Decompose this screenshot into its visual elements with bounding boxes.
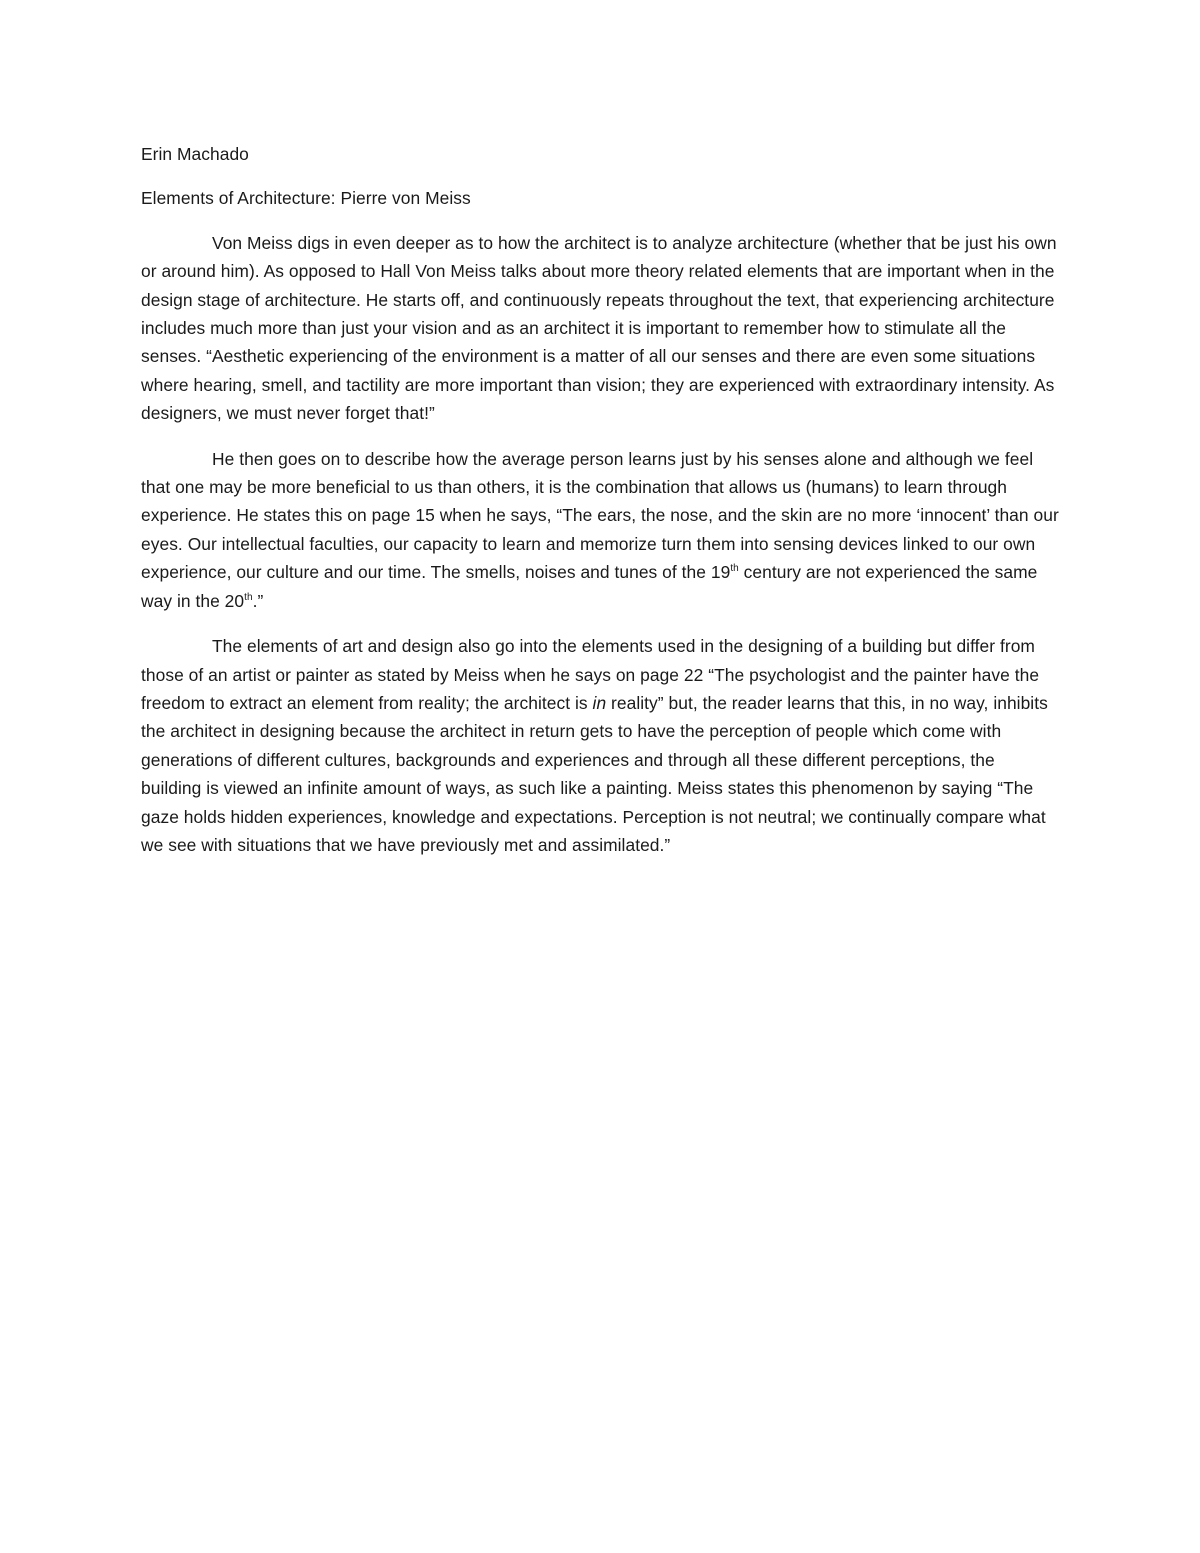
paragraph-3-text-b: reality” but, the reader learns that this, in no way, inhibits the architect in designing because the architect in return gets to have the perception of people which come with generations of different cultures, backgrounds and experiences and through all these different perceptions, the building is viewed an infinite amount of ways, as such like a painting. Meiss states this phenomenon by saying “The gaze holds hidden experiences, knowledge and expectations. Perception is not neutral; we continually compare what we see with situations that we have previously met and assimilated.”	[141, 692, 1048, 855]
paragraph-3	[141, 632, 1059, 859]
author-name: Erin Machado	[141, 144, 249, 164]
paragraph-3-text-a: The elements of art and design also go into the elements used in the designing of a building but differ from those of an artist or painter as stated by Meiss when he says on page 22 “The psychologist and the painter have the freedom to extract an element from reality; the architect is	[141, 636, 1040, 713]
document-title: Elements of Architecture: Pierre von Meiss	[141, 188, 471, 209]
paragraph-1: Von Meiss digs in even deeper as to how the architect is to analyze architecture (whether that be just his own or around him). As opposed to Hall Von Meiss talks about more theory related elements that are important when in the design stage of architecture. He starts off, and continuously repeats throughout the text, that experiencing architecture includes much more than just your vision and as an architect it is important to remember how to stimulate all the senses. “Aesthetic experiencing of the environment is a matter of all our senses and there are even some situations where hearing, smell, and tactility are more important than vision; they are experienced with extraordinary intensity. As designers, we must never forget that!”	[141, 232, 1057, 424]
italic-word-in: in	[592, 692, 607, 713]
paragraph-2-text-a: He then goes on to describe how the average person learns just by his senses alone and although we feel that one may be more beneficial to us than others, it is the combination that allows us (humans) to learn through experience. He states this on page 15 when he says, “The ears, the nose, and the skin are no more ‘innocent’ than our eyes. Our intellectual faculties, our capacity to learn and memorize turn them into sensing devices linked to our own experience, our culture and our time. The smells, noises and tunes of the 19	[141, 448, 1059, 583]
superscript-19th: th	[730, 563, 739, 575]
paragraph-2-text-b: century are not experienced the same way in the 20	[141, 562, 1038, 611]
paragraph-2-text-c: .”	[252, 590, 264, 611]
superscript-20th: th	[244, 591, 253, 603]
document-body	[141, 140, 1059, 876]
paragraph-2	[141, 445, 1059, 615]
